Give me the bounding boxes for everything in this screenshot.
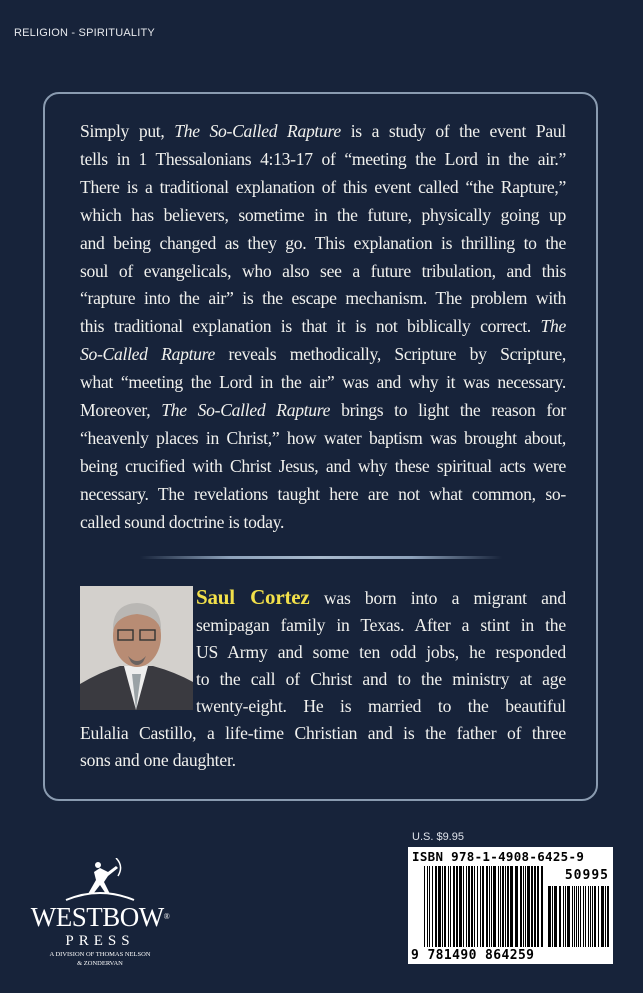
barcode-bar xyxy=(576,886,577,947)
barcode-bar xyxy=(548,886,551,947)
barcode-bar xyxy=(607,886,609,947)
barcode-bar xyxy=(583,886,584,947)
barcode-bar xyxy=(605,886,606,947)
barcode-bar xyxy=(435,866,437,947)
price-code: 50995 xyxy=(564,868,609,883)
barcode-bar xyxy=(471,866,473,947)
category-label: RELIGION - SPIRITUALITY xyxy=(14,27,155,39)
barcode-bar xyxy=(537,866,539,947)
barcode-bar xyxy=(477,866,478,947)
barcode-digits: 9 781490 864259 xyxy=(411,948,535,963)
bio-line: Eulalia Castillo, a life-time Christian and is the father of three xyxy=(80,723,566,743)
barcode-bar xyxy=(523,866,524,947)
barcode-bar xyxy=(563,886,564,947)
barcode-bar xyxy=(468,866,470,947)
publisher-logo xyxy=(20,858,180,968)
price: U.S. $9.95 xyxy=(412,831,464,843)
barcode-bar xyxy=(572,886,573,947)
barcode-bar xyxy=(541,866,543,947)
isbn-text: ISBN 978-1-4908-6425-9 xyxy=(412,849,585,864)
barcode-bar xyxy=(601,886,604,947)
description-line: tells in 1 Thessalonians 4:13-17 of “meeting the Lord in the air.” xyxy=(80,148,566,169)
barcode-bar xyxy=(580,886,581,947)
barcode-bar xyxy=(534,866,536,947)
barcode-bar xyxy=(559,886,561,947)
barcode-bar xyxy=(520,866,522,947)
barcode-bar xyxy=(498,866,499,947)
registered-mark: ® xyxy=(163,912,170,921)
barcode-bar xyxy=(510,866,513,947)
divider xyxy=(140,556,502,559)
barcode-bar xyxy=(463,866,464,947)
barcode-bar xyxy=(486,866,488,947)
barcode-bar xyxy=(578,886,579,947)
barcode-bar xyxy=(480,866,481,947)
description-line: Moreover, The So-Called Rapture brings to light the reason for xyxy=(80,400,566,421)
description-line: what “meeting the Lord in the air” was and why it was necessary. xyxy=(80,372,566,393)
barcode-bar xyxy=(500,866,501,947)
description-line: soul of evangelicals, who also see a future tribulation, and this xyxy=(80,260,566,281)
barcode-bar xyxy=(592,886,593,947)
barcode-bar xyxy=(552,886,553,947)
description-line: Simply put, The So-Called Rapture is a study of the event Paul xyxy=(80,121,566,141)
barcode-bar xyxy=(450,866,451,947)
bio-line: US Army and some ten odd jobs, he responded xyxy=(196,642,566,662)
publisher-division-2: & ZONDERVAN xyxy=(77,960,123,967)
bio-line: to the call of Christ and to the ministry at age xyxy=(196,669,566,689)
barcode-bar xyxy=(515,866,518,947)
barcode-bar xyxy=(429,866,430,947)
description-line: “heavenly places in Christ,” how water baptism was brought about, xyxy=(80,427,566,448)
barcode-bars xyxy=(408,847,613,964)
barcode-bar xyxy=(459,866,462,947)
description-line: necessary. The revelations taught here are not what common, so- xyxy=(80,483,566,504)
barcode-bar xyxy=(585,886,586,947)
description-line: and being changed as they go. This explanation is thrilling to the xyxy=(80,232,566,253)
bio-line: semipagan family in Texas. After a stint in the xyxy=(196,615,566,635)
description-text xyxy=(80,118,566,537)
barcode-bar xyxy=(482,866,484,947)
barcode-bar xyxy=(531,866,533,947)
barcode-bar xyxy=(525,866,526,947)
description-line: this traditional explanation is that it is not biblically correct. The xyxy=(80,316,566,337)
barcode-bar xyxy=(493,866,496,947)
description-line: “rapture into the air” is the escape mechanism. The problem with xyxy=(80,288,566,309)
barcode-bar xyxy=(456,866,458,947)
barcode-bar xyxy=(527,866,530,947)
barcode-bar xyxy=(598,886,599,947)
barcode-bar xyxy=(489,866,490,947)
barcode-bar xyxy=(502,866,504,947)
description-line: So-Called Rapture reveals methodically, Scripture by Scripture, xyxy=(80,344,566,365)
archer-icon xyxy=(60,858,140,902)
barcode-bar xyxy=(424,866,425,947)
isbn-barcode xyxy=(408,847,613,964)
barcode-bar xyxy=(427,866,428,947)
description-line: being crucified with Christ Jesus, and why these spiritual acts were xyxy=(80,455,566,476)
barcode-bar xyxy=(444,866,446,947)
barcode-bar xyxy=(438,866,441,947)
barcode-bar xyxy=(466,866,467,947)
barcode-bar xyxy=(574,886,575,947)
author-name: Saul Cortez xyxy=(196,585,310,609)
description-line: which has believers, sometime in the future, physically going up xyxy=(80,204,566,225)
barcode-bar xyxy=(474,866,475,947)
barcode-bar xyxy=(453,866,455,947)
author-bio xyxy=(80,584,566,774)
barcode-bar xyxy=(567,886,570,947)
barcode-bar xyxy=(442,866,443,947)
publisher-division: A DIVISION OF THOMAS NELSON xyxy=(49,951,151,958)
barcode-bar xyxy=(565,886,566,947)
publisher-name: WESTBOW xyxy=(30,902,164,932)
barcode-bar xyxy=(507,866,509,947)
barcode-bar xyxy=(590,886,591,947)
barcode-bar xyxy=(432,866,433,947)
bio-line: twenty-eight. He is married to the beautiful xyxy=(196,696,566,716)
barcode-bar xyxy=(554,886,557,947)
description-line: called sound doctrine is today. xyxy=(80,511,285,532)
barcode-bar xyxy=(491,866,492,947)
description-line: There is a traditional explanation of this event called “the Rapture,” xyxy=(80,176,566,197)
bio-line: sons and one daughter. xyxy=(80,750,236,770)
barcode-bar xyxy=(588,886,589,947)
barcode-bar xyxy=(594,886,596,947)
barcode-bar xyxy=(448,866,449,947)
bio-line: Saul Cortez was born into a migrant and xyxy=(196,585,566,609)
publisher-press: PRESS xyxy=(65,933,135,949)
barcode-bar xyxy=(505,866,506,947)
